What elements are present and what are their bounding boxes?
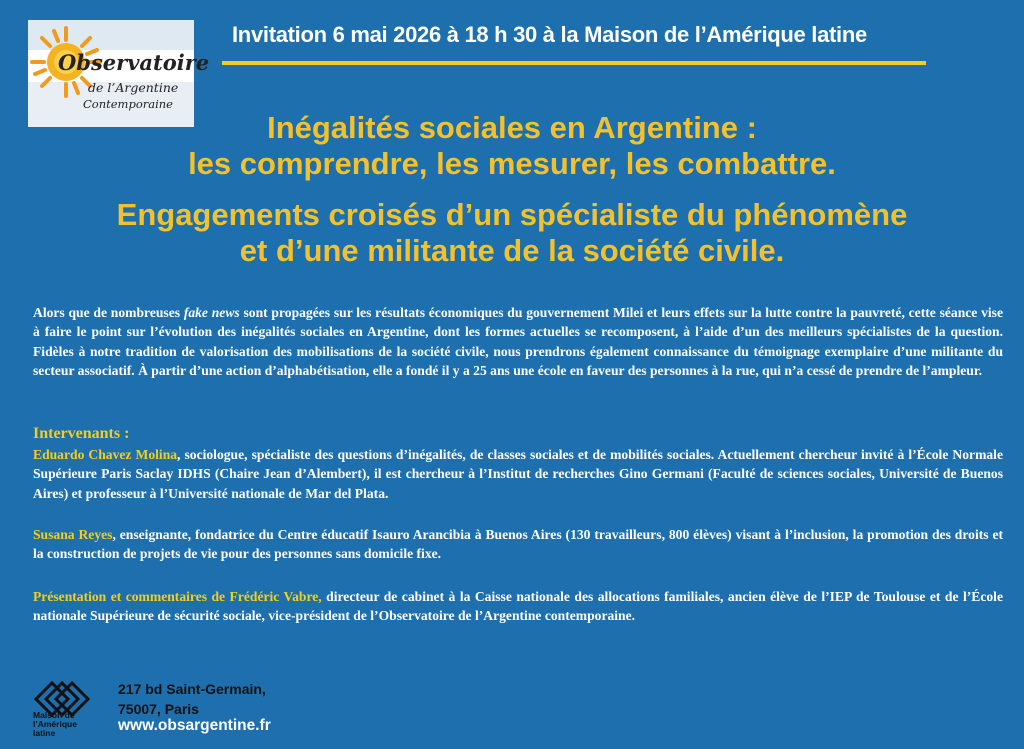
main-title-line-2: les comprendre, les mesurer, les combattre.: [188, 146, 836, 181]
maison-logo-line-2: l’Amérique: [33, 719, 77, 729]
sub-title-line-2: et d’une militante de la société civile.: [239, 233, 785, 268]
maison-logo-line-3: latine: [33, 728, 56, 738]
maison-logo-line-1: Maison de: [33, 710, 75, 720]
website-link[interactable]: www.obsargentine.fr: [118, 717, 271, 734]
speaker-name: Susana Reyes: [33, 527, 113, 542]
address-line-2: 75007, Paris: [118, 701, 199, 717]
fake-news-term: fake news: [183, 305, 240, 320]
intro-text-start: Alors que de nombreuses: [33, 305, 184, 320]
speaker-description: , enseignante, fondatrice du Centre éducatif Isauro Arancibia à Buenos Aires (130 travailleurs, 800 élèves) visant à l’inclusion, la promotion des droits et la construction de projets de vie pour des personnes sans domicile fixe.: [33, 527, 1004, 562]
moderator-description: directeur de cabinet à la Caisse nationale des allocations familiales, ancien élève de l’IEP de Toulouse et de l’École nationale Supérieure de sécurité sociale, vice-président de l’Observatoire de l’Argentine contemporaine.: [33, 589, 1003, 624]
address-line-1: 217 bd Saint-Germain,: [118, 681, 266, 697]
invitation-line: Invitation 6 mai 2026 à 18 h 30 à la Maison de l’Amérique latine: [232, 22, 867, 47]
speaker-name: Eduardo Chavez Molina: [33, 447, 178, 462]
intro-paragraph: [33, 303, 1003, 381]
header-divider: [222, 61, 926, 65]
speaker-paragraph: [33, 445, 1003, 503]
intro-text-rest: sont propagées sur les résultats économiques du gouvernement Milei et leurs effets sur la lutte contre la pauvreté, cette séance vise à faire le point sur l’évolution des inégalités sociales en Argentine, dont les formes actuelles se recomposent, à l’aide d’un des meilleurs spécialistes de la question. Fidèles à notre tradition de valorisation des mobilisations de la société civile, nous prendrons également connaissance du témoignage exemplaire d’une militante du secteur associatif. À partir d’une action d’alphabétisation, elle a fondé il y a 25 ans une école en faveur des personnes à la rue, qui n’a cessé de prendre de l’ampleur.: [33, 305, 1003, 379]
main-title-line-1: Inégalités sociales en Argentine :: [267, 110, 757, 145]
svg-text:Contemporaine: Contemporaine: [83, 97, 173, 111]
venue-address: [118, 679, 266, 719]
speakers-heading: Intervenants :: [33, 425, 130, 442]
sub-title: [0, 197, 1024, 269]
sub-title-line-1: Engagements croisés d’un spécialiste du phénomène: [116, 197, 908, 232]
moderator-name: Présentation et commentaires de Frédéric Vabre,: [33, 589, 322, 604]
svg-text:de l’Argentine: de l’Argentine: [88, 80, 179, 95]
moderator-paragraph: [33, 587, 1003, 626]
svg-text:Observatoire: Observatoire: [58, 50, 210, 75]
main-title: [0, 110, 1024, 182]
maison-logo-text: [33, 711, 103, 738]
speaker-description: , sociologue, spécialiste des questions d’inégalités, de classes sociales et de mobilités sociales. Actuellement chercheur invité à l’École Normale Supérieure Paris Saclay IDHS (Chaire Jean d’Alembert), il est chercheur à l’Institut de recherches Gino Germani (Faculté de sciences sociales, Université de Buenos Aires) et professeur à l’Université nationale de Mar del Plata.: [33, 447, 1003, 501]
speaker-paragraph: [33, 525, 1003, 564]
